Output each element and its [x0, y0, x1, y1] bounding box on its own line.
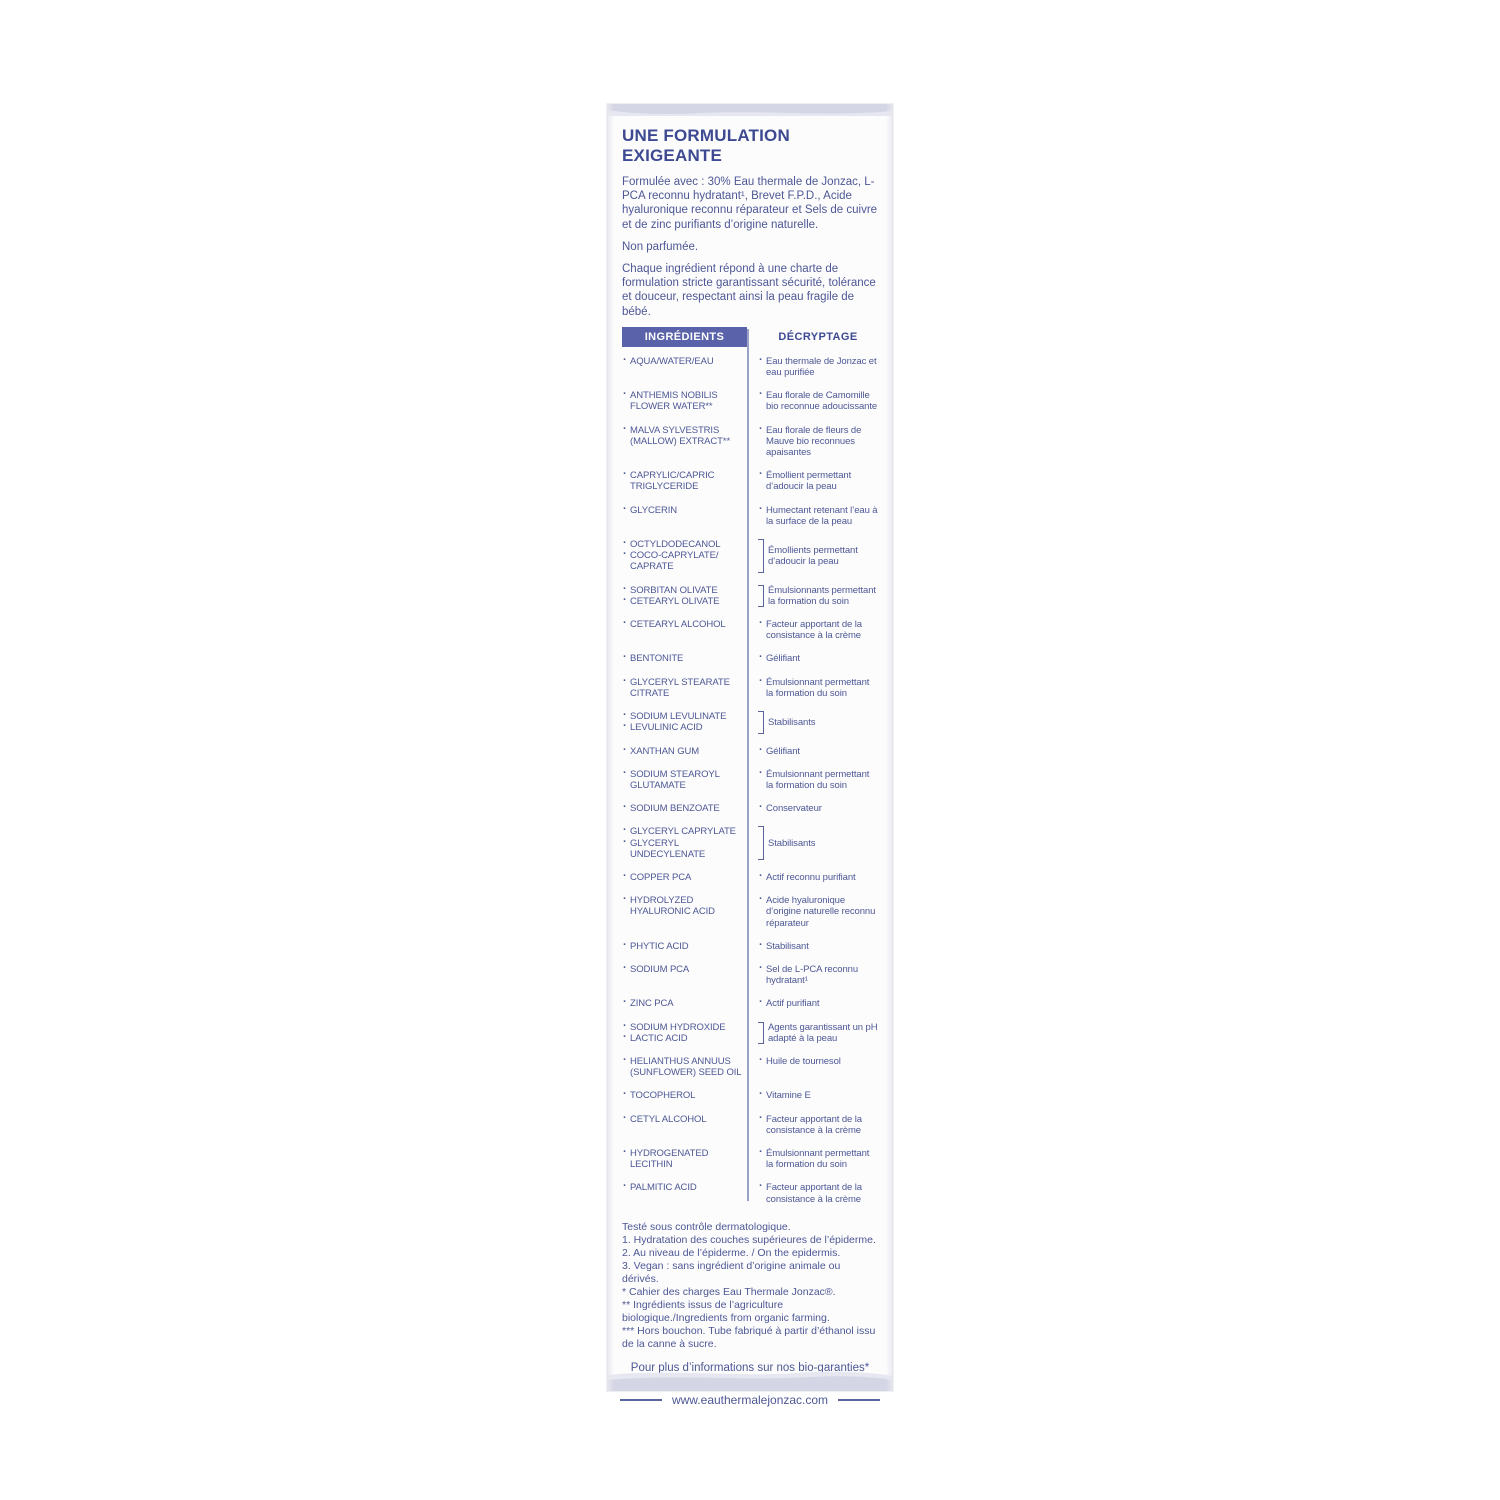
ingredient-cell [622, 872, 744, 883]
ingredient-name: · GLYCERYL STEARATE CITRATE [622, 677, 744, 699]
description-cell [758, 1148, 878, 1170]
decryptage-column-header: DÉCRYPTAGE [778, 330, 858, 343]
table-row [622, 1148, 878, 1170]
description-cell [758, 872, 878, 883]
ingredient-name: · XANTHAN GUM [622, 746, 744, 757]
ingredient-name: · AQUA/WATER/EAU [622, 356, 744, 367]
intro-paragraph-fragrance: Non parfumée. [622, 240, 699, 253]
description-text: · Actif purifiant [758, 998, 819, 1009]
description-cell [758, 1090, 878, 1101]
description-text: · Gélifiant [758, 653, 800, 664]
description-cell [758, 425, 878, 459]
ingredient-cell [622, 585, 744, 607]
description-text: · Émollient permettant d’adoucir la peau [758, 470, 878, 492]
description-text: · Facteur apportant de la consistance à la crème [758, 619, 878, 641]
description-text: Émollients permettant d’adoucir la peau [768, 544, 858, 567]
ingredient-cell [622, 895, 744, 929]
description-cell [758, 677, 878, 699]
column-divider [747, 329, 749, 1201]
ingredient-cell [622, 711, 744, 733]
ingredient-name: · COCO-CAPRYLATE/ CAPRATE [622, 550, 744, 572]
ingredient-name: · SODIUM HYDROXIDE [622, 1022, 744, 1033]
ingredients-table [622, 327, 878, 1205]
ingredient-name: · BENTONITE [622, 653, 744, 664]
table-row [622, 1182, 878, 1204]
ingredient-name: · CAPRYLIC/CAPRIC TRIGLYCERIDE [622, 470, 744, 492]
table-row [622, 1114, 878, 1136]
footnote-line: ** Ingrédients issus de l’agriculture biologique./Ingredients from organic farming. [622, 1298, 830, 1324]
table-header-row [622, 327, 878, 347]
ingredient-name: · LEVULINIC ACID [622, 722, 744, 733]
description-text: · Émulsionnant permettant la formation du soin [758, 677, 878, 699]
group-bracket [758, 826, 764, 860]
panel-content [622, 126, 878, 1408]
description-cell [758, 895, 878, 929]
description-text: Émulsionnants permettant la formation du soin [768, 584, 876, 607]
description-cell [758, 826, 878, 860]
footnote-line: Testé sous contrôle dermatologique. [622, 1220, 791, 1233]
description-cell [758, 505, 878, 527]
description-cell [758, 1114, 878, 1136]
table-row [622, 470, 878, 492]
description-cell [758, 619, 878, 641]
table-row [622, 653, 878, 664]
description-cell [758, 390, 878, 412]
footer-line1: Pour plus d’informations sur nos bio-garanties* [630, 1361, 870, 1374]
description-cell [758, 711, 878, 733]
description-cell [758, 964, 878, 986]
description-text: · Huile de tournesol [758, 1056, 841, 1067]
table-row [622, 390, 878, 412]
table-row [622, 677, 878, 699]
ingredient-name: · HYDROGENATED LECITHIN [622, 1148, 744, 1170]
section-title-line2: EXIGEANTE [622, 146, 723, 165]
description-text: Agents garantissant un pH adapté à la peau [768, 1021, 878, 1044]
ingredients-table-rows [622, 356, 878, 1205]
description-text: · Émulsionnant permettant la formation du soin [758, 1148, 878, 1170]
description-text: · Acide hyaluronique d’origine naturelle reconnu réparateur [758, 895, 878, 929]
packaging-panel [607, 104, 893, 1407]
ingredient-name: · CETEARYL ALCOHOL [622, 619, 744, 630]
ingredient-cell [622, 746, 744, 757]
ingredient-name: · PALMITIC ACID [622, 1182, 744, 1193]
description-cell [758, 746, 878, 757]
ingredient-cell [622, 998, 744, 1009]
ingredient-name: · TOCOPHEROL [622, 1090, 744, 1101]
ingredient-cell [622, 964, 744, 986]
ingredient-name: · COPPER PCA [622, 872, 744, 883]
table-row [622, 998, 878, 1009]
ingredient-cell [622, 826, 744, 860]
ingredient-name: · OCTYLDODECANOL [622, 539, 744, 550]
footnote-line: 1. Hydratation des couches supérieures de l’épiderme. [622, 1233, 876, 1246]
description-text: · Facteur apportant de la consistance à la crème [758, 1114, 878, 1136]
intro-paragraph-charter: Chaque ingrédient répond à une charte de formulation stricte garantissant sécurité, tolérance et douceur, respectant ainsi la peau fragile de bébé. [622, 263, 876, 318]
ingredient-cell [622, 1114, 744, 1136]
table-row [622, 619, 878, 641]
ingredient-name: · ANTHEMIS NOBILIS FLOWER WATER** [622, 390, 744, 412]
ingredient-name: · GLYCERYL UNDECYLENATE [622, 838, 744, 860]
description-text: Stabilisants [768, 837, 816, 849]
ingredient-cell [622, 1090, 744, 1101]
ingredient-cell [622, 1022, 744, 1044]
description-text: · Eau florale de fleurs de Mauve bio reconnues apaisantes [758, 425, 878, 459]
group-bracket [758, 585, 764, 607]
description-text: · Sel de L-PCA reconnu hydratant¹ [758, 964, 878, 986]
table-row [622, 1022, 878, 1044]
ingredient-cell [622, 1056, 744, 1078]
group-bracket [758, 539, 764, 573]
table-row [622, 872, 878, 883]
description-text: · Émulsionnant permettant la formation du soin [758, 769, 878, 791]
bottom-wave-band [607, 1365, 893, 1391]
ingredient-cell [622, 1148, 744, 1170]
ingredient-name: · SODIUM STEAROYL GLUTAMATE [622, 769, 744, 791]
ingredient-cell [622, 653, 744, 664]
ingredient-cell [622, 505, 744, 527]
footnote-line: *** Hors bouchon. Tube fabriqué à partir d’éthanol issu de la canne à sucre. [622, 1324, 876, 1350]
description-cell [758, 1182, 878, 1204]
table-row [622, 826, 878, 860]
website-url: www.eauthermalejonzac.com [671, 1392, 829, 1407]
table-row [622, 585, 878, 607]
description-cell [758, 1056, 878, 1078]
right-dash-rule [838, 1399, 880, 1401]
description-cell [758, 539, 878, 573]
description-text: · Eau thermale de Jonzac et eau purifiée [758, 356, 878, 378]
table-row [622, 711, 878, 733]
left-dash-rule [620, 1399, 662, 1401]
footnote-line: 2. Au niveau de l’épiderme. / On the epidermis. [622, 1246, 841, 1259]
ingredient-cell [622, 941, 744, 952]
ingredient-cell [622, 619, 744, 641]
ingredient-name: · MALVA SYLVESTRIS (MALLOW) EXTRACT** [622, 425, 744, 447]
table-row [622, 803, 878, 814]
ingredient-name: · HELIANTHUS ANNUUS (SUNFLOWER) SEED OIL [622, 1056, 744, 1078]
ingredient-name: · GLYCERYL CAPRYLATE [622, 826, 744, 837]
ingredient-name: · SORBITAN OLIVATE [622, 585, 744, 596]
ingredient-cell [622, 425, 744, 459]
website-row [622, 1393, 878, 1408]
table-row [622, 1056, 878, 1078]
description-text: · Humectant retenant l’eau à la surface de la peau [758, 505, 878, 527]
ingredients-column-header: INGRÉDIENTS [622, 327, 747, 347]
ingredient-name: · SODIUM BENZOATE [622, 803, 744, 814]
table-row [622, 356, 878, 378]
ingredient-name: · HYDROLYZED HYALURONIC ACID [622, 895, 744, 917]
ingredient-cell [622, 1182, 744, 1204]
table-row [622, 425, 878, 459]
footnote-line: * Cahier des charges Eau Thermale Jonzac®. [622, 1285, 836, 1298]
description-cell [758, 769, 878, 791]
group-bracket [758, 711, 764, 733]
bottom-wave-graphic [607, 1365, 893, 1391]
description-cell [758, 941, 878, 952]
description-text: · Conservateur [758, 803, 822, 814]
description-cell [758, 585, 878, 607]
description-cell [758, 803, 878, 814]
footnotes [622, 1221, 878, 1351]
table-row [622, 539, 878, 573]
ingredient-cell [622, 470, 744, 492]
description-cell [758, 1022, 878, 1044]
table-row [622, 1090, 878, 1101]
ingredient-name: · SODIUM LEVULINATE [622, 711, 744, 722]
table-row [622, 964, 878, 986]
ingredient-name: · CETYL ALCOHOL [622, 1114, 744, 1125]
table-row [622, 941, 878, 952]
description-text: · Actif reconnu purifiant [758, 872, 856, 883]
section-title-line1: UNE FORMULATION [622, 126, 790, 145]
intro-paragraph-formulation: Formulée avec : 30% Eau thermale de Jonzac, L-PCA reconnu hydratant¹, Brevet F.P.D., Acide hyaluronique reconnu réparateur et Sels de cuivre et de zinc purifiants d’origine naturelle. [622, 176, 878, 231]
description-cell [758, 998, 878, 1009]
ingredient-name: · PHYTIC ACID [622, 941, 744, 952]
description-text: Stabilisants [768, 716, 816, 728]
footnote-line: 3. Vegan : sans ingrédient d’origine animale ou dérivés. [622, 1259, 841, 1285]
table-row [622, 895, 878, 929]
ingredient-cell [622, 769, 744, 791]
ingredient-name: · LACTIC ACID [622, 1033, 744, 1044]
description-text: · Gélifiant [758, 746, 800, 757]
description-cell [758, 653, 878, 664]
ingredient-cell [622, 803, 744, 814]
ingredient-cell [622, 677, 744, 699]
top-wave-graphic [607, 104, 893, 124]
table-row [622, 746, 878, 757]
ingredient-cell [622, 539, 744, 573]
table-row [622, 505, 878, 527]
ingredient-cell [622, 390, 744, 412]
ingredient-cell [622, 356, 744, 378]
top-wave-band [607, 104, 893, 124]
description-text: · Eau florale de Camomille bio reconnue adoucissante [758, 390, 878, 412]
description-text: · Stabilisant [758, 941, 809, 952]
ingredient-name: · ZINC PCA [622, 998, 744, 1009]
ingredient-name: · SODIUM PCA [622, 964, 744, 975]
description-text: · Facteur apportant de la consistance à la crème [758, 1182, 878, 1204]
ingredient-name: · GLYCERIN [622, 505, 744, 516]
table-row [622, 769, 878, 791]
description-cell [758, 470, 878, 492]
group-bracket [758, 1022, 764, 1044]
description-cell [758, 356, 878, 378]
ingredient-name: · CETEARYL OLIVATE [622, 596, 744, 607]
description-text: · Vitamine E [758, 1090, 811, 1101]
intro-paragraphs [622, 175, 878, 319]
section-title [622, 126, 878, 166]
